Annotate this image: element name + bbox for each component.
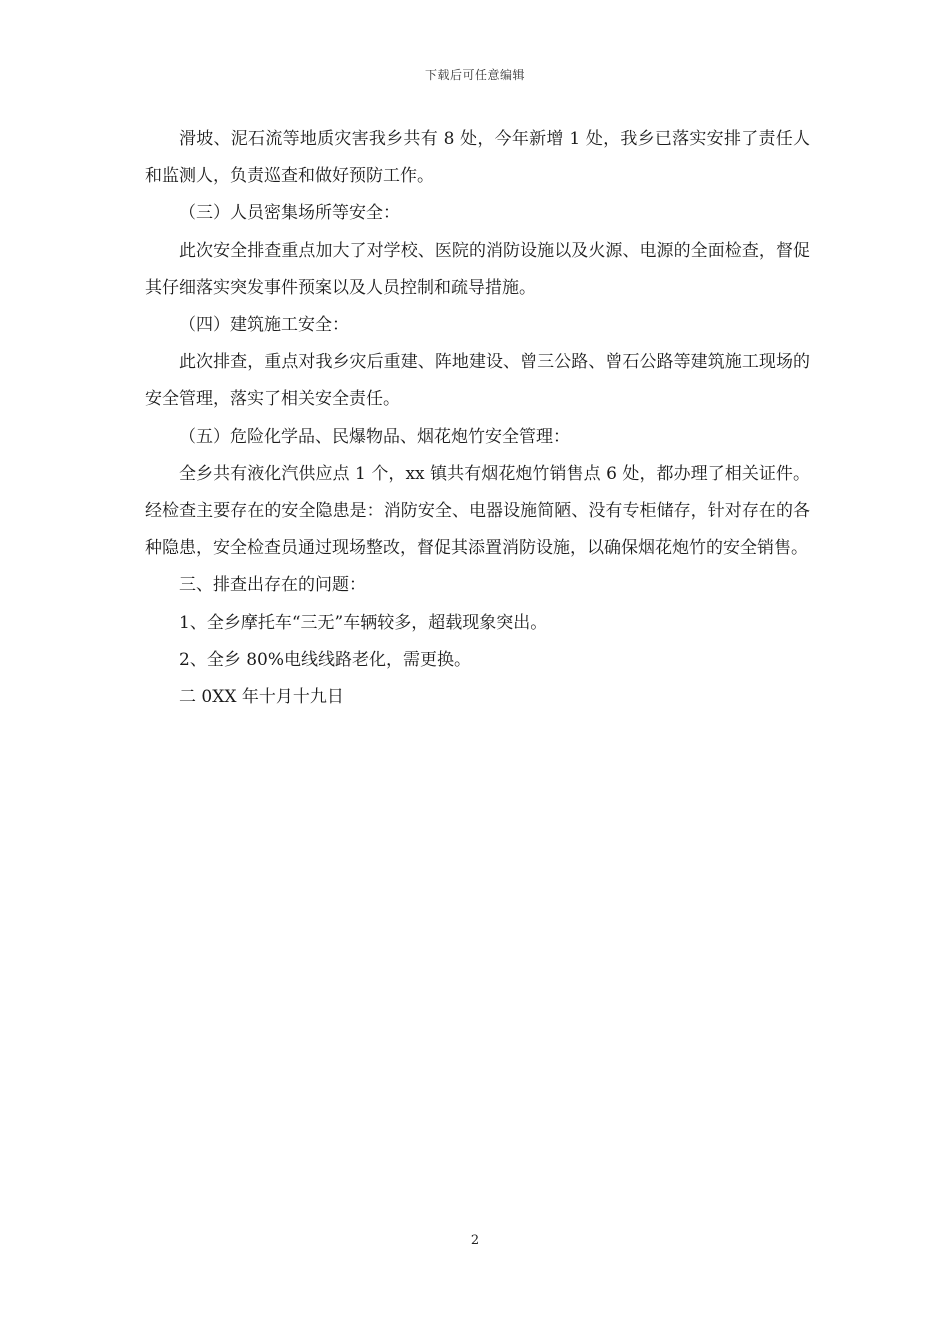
document-body <box>145 121 810 716</box>
heading-crowded-places: （三）人员密集场所等安全： <box>179 203 400 224</box>
heading-construction-safety: （四）建筑施工安全： <box>179 315 349 336</box>
document-date: 二 0XX 年十月十九日 <box>179 687 344 708</box>
paragraph-geologic-hazards: 滑坡、泥石流等地质灾害我乡共有 8 处，今年新增 1 处，我乡已落实安排了责任人和监测人，负责巡查和做好预防工作。 <box>145 129 810 187</box>
page-number: 2 <box>470 1233 480 1248</box>
paragraph-crowded-places: 此次安全排查重点加大了对学校、医院的消防设施以及火源、电源的全面检查，督促其仔细落实突发事件预案以及人员控制和疏导措施。 <box>145 240 810 298</box>
problem-item-1: 1、全乡摩托车“三无”车辆较多，超载现象突出。 <box>179 612 548 633</box>
heading-hazardous-materials: （五）危险化学品、民爆物品、烟花炮竹安全管理： <box>179 426 570 447</box>
paragraph-construction-safety: 此次排查，重点对我乡灾后重建、阵地建设、曾三公路、曾石公路等建筑施工现场的安全管理，落实了相关安全责任。 <box>145 352 810 410</box>
heading-problems-found: 三、排查出存在的问题： <box>179 575 366 596</box>
paragraph-hazardous-materials: 全乡共有液化汽供应点 1 个，xx 镇共有烟花炮竹销售点 6 处，都办理了相关证件。经检查主要存在的安全隐患是：消防安全、电器设施简陋、没有专柜储存，针对存在的各种隐患，安全检查员通过现场整改，督促其添置消防设施，以确保烟花炮竹的安全销售。 <box>145 463 810 559</box>
page-header: 下载后可任意编辑 <box>424 68 525 82</box>
problem-item-2: 2、全乡 80%电线线路老化，需更换。 <box>179 649 472 670</box>
